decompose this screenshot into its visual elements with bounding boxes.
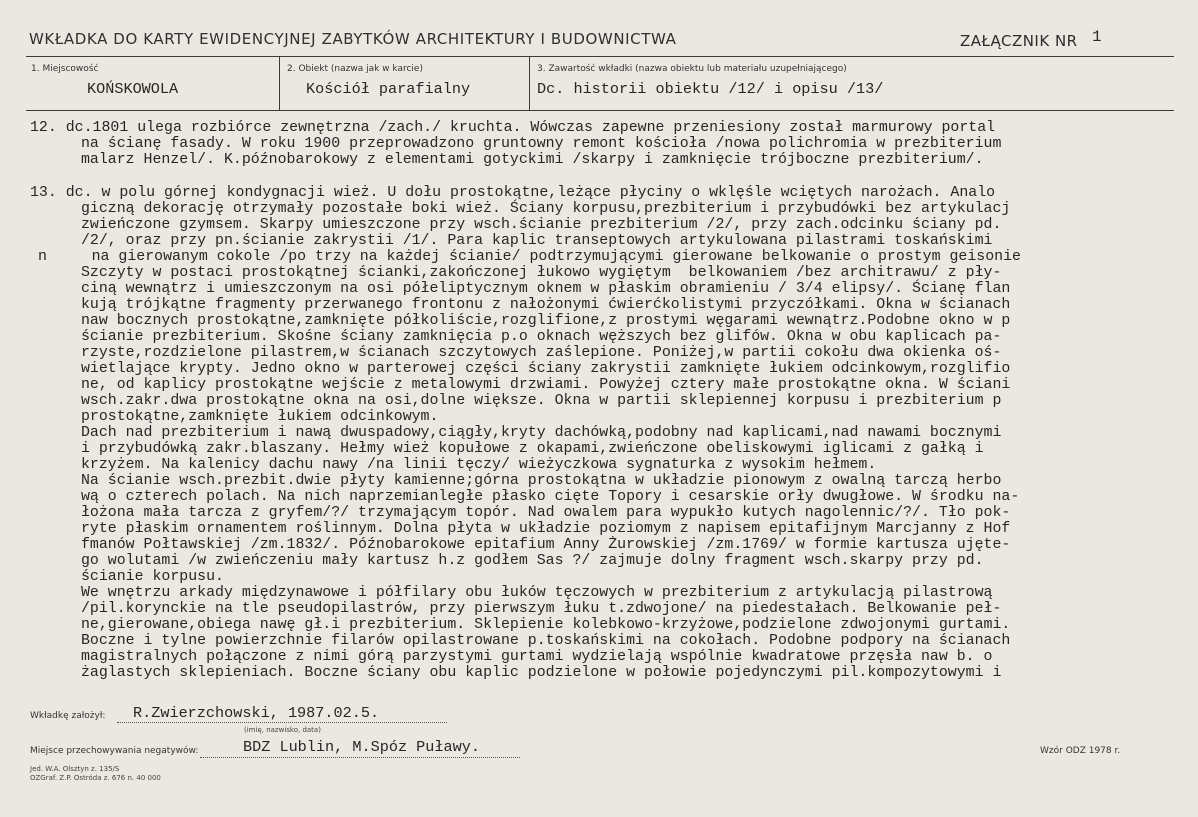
body-line: Na ścianie wsch.prezbit.dwie płyty kamienne;górna prostokątna w układzie pionowym z owalną tarczą herbo (81, 473, 1002, 489)
body-line: /2/, oraz przy pn.ścianie zakrystii /1/. Para kaplic transeptowych artykulowana pilastrami toskańskimi (81, 233, 993, 249)
body-line: /pil.korynckie na tle pseudopilastrów, przy pierwszym łuku t.zdwojone/ na piedestałach. Belkowanie peł- (81, 601, 1002, 617)
body-line: ścianie korpusu. (81, 569, 224, 585)
place-label: 1. Miejscowość (31, 64, 99, 74)
body-line: magistralnych połączone z nimi górą parzystymi gurtami wydzielają wspólnie kwadratowe przęsła naw b. o (81, 649, 993, 665)
body-line: prostokątne,zamknięte łukiem odcinkowym. (81, 409, 439, 425)
compiler-dotline (117, 722, 447, 723)
body-line: ne,gierowane,obiega nawę gł.i prezbiterium. Sklepienie kolebkowo-krzyżowe,podzielone zdwojonymi gurtami. (81, 617, 1011, 633)
compiler-value: R.Zwierzchowski, 1987.02.5. (133, 704, 380, 722)
card-title: WKŁADKA DO KARTY EWIDENCYJNEJ ZABYTKÓW ARCHITEKTURY I BUDOWNICTWA (29, 30, 677, 48)
body-line: 12. dc.1801 ulega rozbiórce zewnętrzna /zach./ kruchta. Wówczas zapewne przeniesiony został marmurowy portal (30, 120, 996, 136)
print-info-line-1: Jed. W.A. Olsztyn z. 135/S (30, 765, 120, 773)
negatives-dotline (200, 757, 520, 758)
body-line: go wolutami /w zwieńczeniu mały kartusz h.z godłem Sas ?/ zajmuje dolny fragment wsch.skarpy przy pd. (81, 553, 984, 569)
body-line: rzyste,rozdzielone pilastrem,w ścianach szczytowych zaślepione. Poniżej,w partii cokołu dwa okienka oś- (81, 345, 1002, 361)
body-line: ne, od kaplicy prostokątne wejście z metalowymi drzwiami. Powyżej cztery małe prostokątne okna. W ściani (81, 377, 1011, 393)
body-line: 13. dc. w polu górnej kondygnacji wież. U dołu prostokątne,leżące płyciny o wklęśle wciętych narożach. Analo (30, 185, 996, 201)
body-line: łożona mała tarcza z gryfem/?/ trzymającym topór. Nad owalem para wypukło kutych nagolennic/?/. Tło pok- (81, 505, 1011, 521)
body-line: naw bocznych prostokątne,zamknięte półkoliście,rozglifione,z prostymi węgarami wewnątrz.Podobne okno w p (81, 313, 1011, 329)
negatives-label: Miejsce przechowywania negatywów: (30, 746, 199, 756)
object-value: Kościół parafialny (306, 80, 471, 98)
attachment-number: 1 (1092, 28, 1102, 46)
body-line: giczną dekorację otrzymały pozostałe boki wież. Ściany korpusu,prezbiterium i przybudówki bez artykulacj (81, 201, 1011, 217)
body-line: malarz Henzel/. K.późnobarokowy z elementami gotyckimi /skarpy i zamknięcie trójboczne prezbiterium/. (81, 152, 984, 168)
body-line: wietlające krypty. Jedno okno w parterowej części ściany zakrystii zamknięte łukiem odcinkowym,rozglifio (81, 361, 1011, 377)
body-line: ciną wewnątrz i umieszczonym na osi półeliptycznym oknem w płaskim obramieniu / 3/4 elipsy/. Ścianę flan (81, 281, 1011, 297)
body-line: ścianie prezbiterium. Skośne ściany zamknięcia p.o oknach węższych bez glifów. Okna w obu kaplicach pa- (81, 329, 1002, 345)
body-line: kują trójkątne fragmenty przerwanego frontonu z nałożonymi ćwierćkolistymi przyczółkami. Okna w ścianach (81, 297, 1011, 313)
body-line: n na gierowanym cokole /po trzy na każdej ścianie/ podtrzymującymi gierowane belkowanie o prostym geisonie (38, 249, 1021, 265)
place-value: KOŃSKOWOLA (87, 80, 179, 98)
body-line: Boczne i tylne powierzchnie filarów opilastrowane p.toskańskimi na cokołach. Podobne podpory na ścianach (81, 633, 1011, 649)
content-value: Dc. historii obiektu /12/ i opisu /13/ (537, 80, 884, 98)
body-line: wsch.zakr.dwa prostokątne okna na osi,dolne większe. Okna w partii sklepiennej korpusu i prezbiterium p (81, 393, 1002, 409)
body-line: krzyżem. Na kalenicy dachu nawy /na linii tęczy/ wieżyczkowa sygnaturka z wysokim hełmem. (81, 457, 877, 473)
body-line: ryte płaskim ornamentem roślinnym. Dolna płyta w układzie poziomym z napisem epitafijnym Marcjanny z Hof (81, 521, 1011, 537)
object-label: 2. Obiekt (nazwa jak w karcie) (287, 64, 423, 74)
body-line: We wnętrzu arkady międzynawowe i półfilary obu łuków tęczowych w prezbiterium z artykulacją pilastrową (81, 585, 993, 601)
attachment-label: ZAŁĄCZNIK NR (960, 32, 1078, 50)
body-line: na ścianę fasady. W roku 1900 przeprowadzono gruntowny remont kościoła /nowa polichromia w prezbiterium (81, 136, 1002, 152)
field-divider-1 (279, 56, 280, 110)
field-divider-2 (529, 56, 530, 110)
body-line: Dach nad prezbiterium i nawą dwuspadowy,ciągły,kryty dachówką,podobny nad kaplicami,nad nawami bocznymi (81, 425, 1002, 441)
negatives-value: BDZ Lublin, M.Spóz Puławy. (243, 738, 480, 756)
body-line: Szczyty w postaci prostokątnej ścianki,zakończonej łukowo wygiętym belkowaniem /bez architrawu/ z pły- (81, 265, 1002, 281)
body-line: i przybudówką zakr.blaszany. Hełmy wież kopułowe z okapami,zwieńczone obeliskowymi iglicami z gałką i (81, 441, 984, 457)
print-info-line-2: OZGraf. Z.P. Ostróda z. 676 n. 40 000 (30, 774, 161, 782)
body-line: wą o czterech polach. Na nich naprzemianległe płasko cięte Topory i cesarskie orły dwugłowe. W środku na- (81, 489, 1020, 505)
body-line: żaglastych sklepieniach. Boczne ściany obu kaplic podzielone w połowie pojedynczymi pil.kompozytowymi i (81, 665, 1002, 681)
form-model: Wzór ODZ 1978 r. (1040, 746, 1121, 756)
content-label: 3. Zawartość wkładki (nazwa obiektu lub materiału uzupełniającego) (537, 64, 847, 74)
fields-bottom-rule (26, 110, 1174, 111)
compiler-label: Wkładkę założył: (30, 711, 106, 721)
body-line: fmanów Połtawskiej /zm.1832/. Późnobarokowe epitafium Anny Żurowskiej /zm.1769/ w formie kartusza ujęte- (81, 537, 1011, 553)
top-rule (26, 56, 1174, 57)
body-line: zwieńczone gzymsem. Skarpy umieszczone przy wsch.ścianie prezbiterium /2/, przy zach.odcinku ściany pd. (81, 217, 1002, 233)
compiler-hint: (imię, nazwisko, data) (244, 726, 321, 734)
